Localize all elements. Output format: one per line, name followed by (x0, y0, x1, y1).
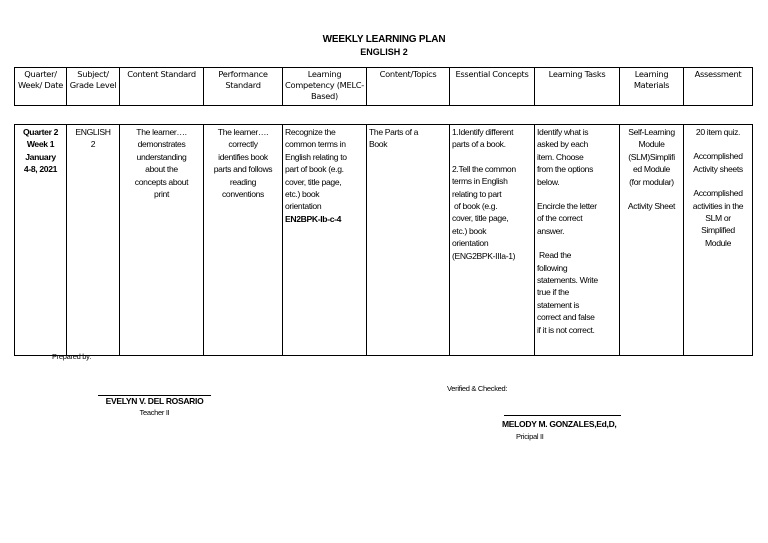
cell-subject (67, 125, 120, 356)
assessment-line: Module (704, 237, 732, 248)
header-learning-materials: Learning Materials (620, 68, 684, 106)
tasks-line: Read the (537, 250, 572, 261)
materials-line: (for modular) (629, 176, 674, 187)
concepts-line: relating to part (452, 188, 502, 199)
quarter-line: 4-8, 2021 (23, 164, 58, 175)
quarter-line: Quarter 2 (22, 127, 59, 137)
concepts-line: orientation (452, 238, 489, 249)
tasks-line: Encircle the letter (537, 201, 597, 212)
assessment-line: Accomplished (693, 188, 743, 199)
subject-line: ENGLISH (75, 127, 111, 137)
spacer (537, 188, 617, 200)
assessment-line: SLM or (705, 213, 731, 224)
header-quarter: Quarter/ Week/ Date (15, 68, 67, 106)
performance-standard-line: correctly (228, 139, 258, 150)
header-essential-concepts: Essential Concepts (450, 68, 535, 106)
concepts-line: 2.Tell the common (452, 163, 516, 174)
materials-line: Activity Sheet (627, 201, 676, 212)
materials-line: Module (638, 139, 665, 150)
tasks-line: if it is not correct. (537, 324, 595, 335)
checker-signature-line (504, 415, 621, 416)
competency-line: cover, title page, (285, 176, 342, 187)
prepared-by-label: Prepared by: (52, 352, 92, 361)
tasks-line: item. Choose (537, 151, 584, 162)
quarter-line: January (25, 151, 56, 162)
performance-standard-line: identifies book (218, 151, 268, 162)
cell-competency (283, 125, 367, 356)
content-standard-line: concepts about (134, 176, 189, 187)
content-standard-line: demonstrates (137, 139, 186, 150)
assessment-line: 20 item quiz. (695, 127, 741, 137)
concepts-line: (ENG2BPK-IIIa-1) (452, 250, 516, 261)
document-title: WEEKLY LEARNING PLAN (322, 34, 446, 45)
topic-line: Book (369, 139, 388, 150)
competency-line: etc.) book (285, 189, 320, 200)
competency-line: English relating to (285, 151, 347, 162)
checker-name: MELODY M. GONZALES,Ed,D, (502, 419, 617, 429)
document-subtitle: ENGLISH 2 (360, 47, 408, 57)
tasks-line: statements. Write (537, 275, 598, 286)
assessment-line: activities in the (692, 200, 744, 211)
quarter-line: Week 1 (26, 139, 55, 150)
preparer-name: EVELYN V. DEL ROSARIO (105, 396, 204, 406)
tasks-line: true if the (537, 287, 569, 298)
tasks-line: from the options (537, 164, 594, 175)
competency-line: part of book (e.g. (285, 164, 344, 175)
assessment-line: Simplified (701, 225, 735, 236)
checker-title: Pricipal II (516, 432, 544, 441)
performance-standard-line: conventions (221, 189, 264, 200)
header-learning-tasks: Learning Tasks (535, 68, 620, 106)
cell-topic (367, 125, 450, 356)
header-assessment: Assessment (684, 68, 753, 106)
cell-performance-standard (204, 125, 283, 356)
spacer (686, 138, 750, 150)
concepts-line: terms in English (452, 176, 508, 187)
topic-line: The Parts of a (369, 127, 419, 137)
materials-line: Self-Learning (628, 127, 675, 137)
cell-learning-materials (620, 125, 684, 356)
materials-line: ed Module (633, 164, 670, 175)
tasks-line: Identify what is (537, 127, 589, 137)
competency-line: common terms in (285, 139, 346, 150)
spacer (686, 175, 750, 187)
content-standard-line: about the (145, 164, 178, 175)
assessment-line: Activity sheets (693, 163, 743, 174)
spacer (452, 151, 532, 163)
header-row (15, 68, 753, 106)
tasks-line: statement is (537, 299, 580, 310)
content-standard-line: print (154, 189, 169, 200)
performance-standard-line: reading (229, 176, 257, 187)
concepts-line: of book (e.g. (452, 201, 498, 212)
tasks-line: following (537, 262, 568, 273)
competency-code: EN2BPK-Ib-c-4 (285, 213, 342, 224)
assessment-line: Accomplished (693, 151, 743, 162)
header-subject: Subject/ Grade Level (67, 68, 120, 106)
header-content-topics: Content/Topics (367, 68, 450, 106)
competency-line: Recognize the (285, 127, 336, 137)
verified-checked-label: Verified & Checked: (447, 384, 508, 393)
preparer-title: Teacher II (139, 408, 170, 417)
performance-standard-line: parts and follows (213, 164, 273, 175)
cell-essential-concepts (450, 125, 535, 356)
concepts-line: 1.Identify different (452, 127, 514, 137)
tasks-line: below. (537, 176, 560, 187)
materials-line: (SLM)Simplifi (628, 151, 675, 162)
cell-learning-tasks (535, 125, 620, 356)
competency-line: orientation (285, 201, 322, 212)
subject-line: 2 (90, 139, 96, 150)
cell-content-standard (120, 125, 204, 356)
concepts-line: etc.) book (452, 225, 487, 236)
plan-row (15, 125, 753, 356)
tasks-line: asked by each (537, 139, 588, 150)
tasks-line: correct and false (537, 312, 595, 323)
spacer (622, 188, 681, 200)
tasks-line: of the correct (537, 213, 583, 224)
performance-standard-line: The learner…. (217, 127, 269, 137)
cell-assessment (684, 125, 753, 356)
header-content-standard: Content Standard (120, 68, 204, 106)
tasks-line: answer. (537, 225, 565, 236)
header-learning-competency: Learning Competency (MELC-Based) (283, 68, 367, 106)
spacer (537, 237, 617, 249)
concepts-line: cover, title page, (452, 213, 509, 224)
plan-table (14, 124, 753, 356)
concepts-line: parts of a book. (452, 139, 506, 150)
content-standard-line: understanding (136, 151, 187, 162)
header-table (14, 67, 753, 106)
content-standard-line: The learner…. (136, 127, 187, 137)
cell-quarter (15, 125, 67, 356)
header-performance-standard: Performance Standard (204, 68, 283, 106)
